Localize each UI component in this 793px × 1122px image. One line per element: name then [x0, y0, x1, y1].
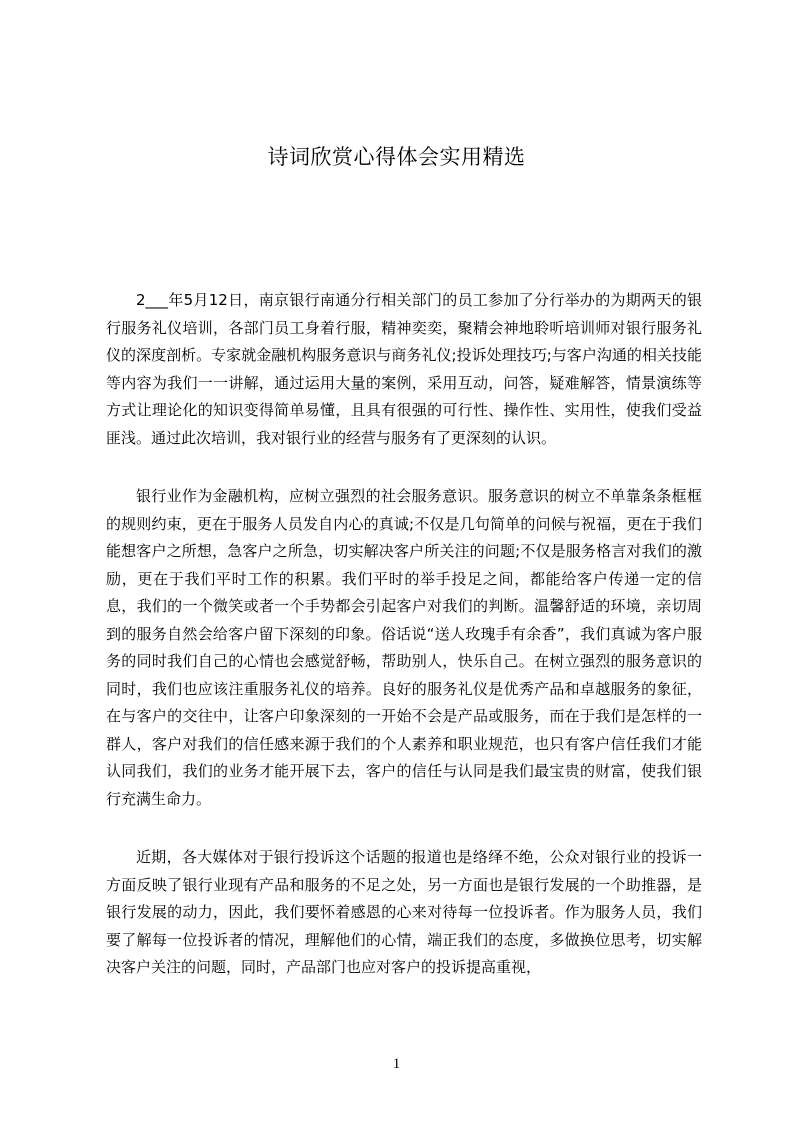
document-body: [106, 287, 702, 997]
paragraph-service-awareness: 银行业作为金融机构，应树立强烈的社会服务意识。服务意识的树立不单靠条条框框的规则约束，更在于服务人员发自内心的真诚;不仅是几句简单的问候与祝福，更在于我们能想客户之所想，急客户之所急，切实解决客户所关注的问题;不仅是服务格言对我们的激励，更在于我们平时工作的积累。我们平时的举手投足之间，都能给客户传递一定的信息，我们的一个微笑或者一个手势都会引起客户对我们的判断。温馨舒适的环境，亲切周到的服务自然会给客户留下深刻的印象。俗话说“送人玫瑰手有余香”，我们真诚为客户服务的同时我们自己的心情也会感觉舒畅，帮助别人，快乐自己。在树立强烈的服务意识的同时，我们也应该注重服务礼仪的培养。良好的服务礼仪是优秀产品和卓越服务的象征，在与客户的交往中，让客户印象深刻的一开始不会是产品或服务，而在于我们是怎样的一群人，客户对我们的信任感来源于我们的个人素养和职业规范，也只有客户信任我们才能认同我们，我们的业务才能开展下去，客户的信任与认同是我们最宝贵的财富，使我们银行充满生命力。: [106, 487, 702, 808]
page-number: 1: [392, 1056, 401, 1072]
paragraph-complaint-handling: 近期，各大媒体对于银行投诉这个话题的报道也是络绎不绝，公众对银行业的投诉一方面反映了银行业现有产品和服务的不足之处，另一方面也是银行发展的一个助推器，是银行发展的动力，因此，我们要怀着感恩的心来对待每一位投诉者。作为服务人员，我们要了解每一位投诉者的情况，理解他们的心情，端正我们的态度，多做换位思考，切实解决客户关注的问题，同时，产品部门也应对客户的投诉提高重视，: [106, 848, 702, 976]
document-title: 诗词欣赏心得体会实用精选: [267, 145, 526, 169]
paragraph-training-overview: 2___年5月12日，南京银行南通分行相关部门的员工参加了分行举办的为期两天的银行服务礼仪培训，各部门员工身着行服，精神奕奕，聚精会神地聆听培训师对银行服务礼仪的深度剖析。专家就金融机构服务意识与商务礼仪;投诉处理技巧;与客户沟通的相关技能等内容为我们一一讲解，通过运用大量的案例，采用互动，问答，疑难解答，情景演练等方式让理论化的知识变得简单易懂，且具有很强的可行性、操作性、实用性，使我们受益匪浅。通过此次培训，我对银行业的经营与服务有了更深刻的认识。: [106, 291, 702, 447]
